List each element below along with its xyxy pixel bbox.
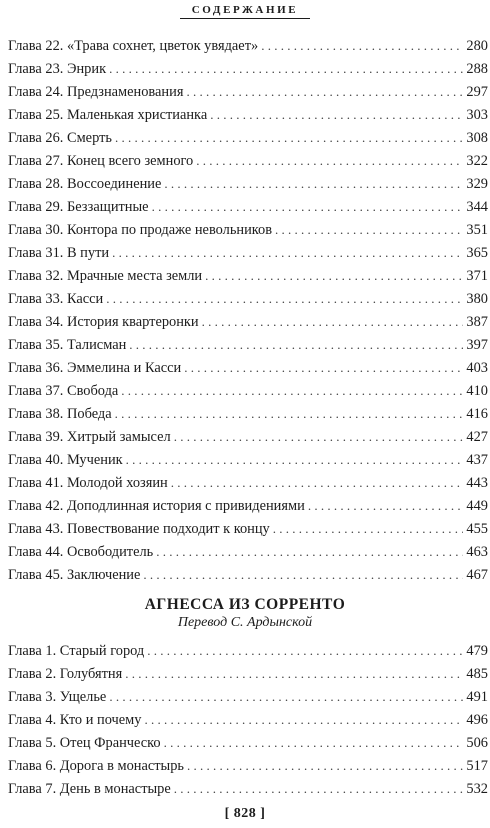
- toc-entry: [8, 291, 488, 314]
- toc-leader-dots: [308, 498, 464, 514]
- toc-entry-page: 397: [466, 337, 488, 353]
- toc-entry: [8, 38, 488, 61]
- running-title: СОДЕРЖАНИЕ: [191, 4, 299, 16]
- toc-entry: [8, 268, 488, 291]
- toc-leader-dots: [109, 689, 463, 705]
- toc-entry-page: 280: [466, 38, 488, 54]
- toc-entry-title: Глава 44. Освободитель: [8, 544, 154, 560]
- toc-entry: [8, 735, 488, 758]
- toc-leader-dots: [184, 360, 463, 376]
- toc-entry: [8, 544, 488, 567]
- toc-leader-dots: [196, 153, 463, 169]
- toc-entry: [8, 176, 488, 199]
- toc-leader-dots: [144, 712, 463, 728]
- toc-leader-dots: [174, 429, 464, 445]
- toc-entry: [8, 521, 488, 544]
- toc-leader-dots: [186, 84, 463, 100]
- toc-leader-dots: [171, 475, 464, 491]
- toc-entry: [8, 84, 488, 107]
- toc-entry-title: Глава 40. Мученик: [8, 452, 123, 468]
- toc-entry-page: 344: [466, 199, 488, 215]
- toc-leader-dots: [106, 291, 463, 307]
- toc-entry-title: Глава 42. Доподлинная история с привидениями: [8, 498, 305, 514]
- toc-entry-title: Глава 6. Дорога в монастырь: [8, 758, 184, 774]
- section-title: АГНЕССА ИЗ СОРРЕНТО: [144, 596, 346, 613]
- toc-entry-title: Глава 23. Энрик: [8, 61, 107, 77]
- toc-leader-dots: [147, 643, 463, 659]
- toc-entry-page: 351: [466, 222, 488, 238]
- toc-entry-title: Глава 38. Победа: [8, 406, 112, 422]
- toc-entry-page: 371: [466, 268, 488, 284]
- toc-entry: [8, 107, 488, 130]
- toc-entry-title: Глава 22. «Трава сохнет, цветок увядает»: [8, 38, 259, 54]
- toc-entry-title: Глава 7. День в монастыре: [8, 781, 171, 797]
- toc-entry-title: Глава 34. История квартеронки: [8, 314, 199, 330]
- toc-leader-dots: [275, 222, 463, 238]
- toc-entry-page: 365: [466, 245, 488, 261]
- toc-entry: [8, 643, 488, 666]
- toc-entry-page: 532: [466, 781, 488, 797]
- toc-entry-page: 437: [466, 452, 488, 468]
- toc-leader-dots: [115, 406, 464, 422]
- toc-leader-dots: [121, 383, 463, 399]
- toc-entry: [8, 406, 488, 429]
- toc-entry-page: 443: [466, 475, 488, 491]
- toc-entry-page: 463: [466, 544, 488, 560]
- toc-leader-dots: [126, 452, 464, 468]
- toc-entry-title: Глава 29. Беззащитные: [8, 199, 149, 215]
- toc-leader-dots: [143, 567, 463, 583]
- toc-leader-dots: [210, 107, 463, 123]
- toc-entry-title: Глава 26. Смерть: [8, 130, 112, 146]
- toc-entry: [8, 222, 488, 245]
- toc-entry-page: 322: [466, 153, 488, 169]
- toc-entry-title: Глава 36. Эммелина и Касси: [8, 360, 182, 376]
- toc-entry-title: Глава 1. Старый город: [8, 643, 145, 659]
- toc-entry-title: Глава 27. Конец всего земного: [8, 153, 194, 169]
- toc-entry: [8, 758, 488, 781]
- toc-list-part2: [8, 643, 488, 804]
- toc-entry-page: 517: [466, 758, 488, 774]
- toc-entry: [8, 360, 488, 383]
- toc-entry-title: Глава 2. Голубятня: [8, 666, 123, 682]
- toc-entry-page: 308: [466, 130, 488, 146]
- toc-leader-dots: [115, 130, 463, 146]
- toc-entry-title: Глава 31. В пути: [8, 245, 110, 261]
- toc-entry-page: 455: [466, 521, 488, 537]
- toc-entry-title: Глава 3. Ущелье: [8, 689, 107, 705]
- toc-entry: [8, 61, 488, 84]
- toc-entry-page: 403: [466, 360, 488, 376]
- toc-entry-title: Глава 43. Повествование подходит к концу: [8, 521, 270, 537]
- toc-entry-title: Глава 30. Контора по продаже невольников: [8, 222, 273, 238]
- toc-entry-title: Глава 45. Заключение: [8, 567, 141, 583]
- toc-entry: [8, 689, 488, 712]
- toc-entry-title: Глава 41. Молодой хозяин: [8, 475, 168, 491]
- toc-leader-dots: [205, 268, 463, 284]
- toc-entry: [8, 337, 488, 360]
- toc-leader-dots: [164, 176, 463, 192]
- toc-entry: [8, 781, 488, 804]
- toc-leader-dots: [187, 758, 463, 774]
- toc-entry-title: Глава 35. Талисман: [8, 337, 127, 353]
- toc-entry-title: Глава 5. Отец Франческо: [8, 735, 161, 751]
- toc-entry-page: 288: [466, 61, 488, 77]
- toc-leader-dots: [152, 199, 464, 215]
- toc-entry: [8, 153, 488, 176]
- running-header: [0, 0, 490, 20]
- toc-entry: [8, 245, 488, 268]
- toc-entry-page: 467: [466, 567, 488, 583]
- header-rule: [180, 18, 310, 19]
- toc-entry: [8, 567, 488, 590]
- toc-leader-dots: [273, 521, 464, 537]
- toc-entry-page: 449: [466, 498, 488, 514]
- toc-entry-page: 303: [466, 107, 488, 123]
- toc-entry-title: Глава 39. Хитрый замысел: [8, 429, 171, 445]
- toc-entry: [8, 199, 488, 222]
- toc-entry-title: Глава 24. Предзнаменования: [8, 84, 184, 100]
- toc-entry: [8, 429, 488, 452]
- section-heading: [0, 596, 490, 631]
- toc-entry-page: 485: [466, 666, 488, 682]
- toc-entry: [8, 383, 488, 406]
- toc-entry: [8, 475, 488, 498]
- toc-leader-dots: [109, 61, 463, 77]
- toc-leader-dots: [202, 314, 464, 330]
- toc-entry-title: Глава 4. Кто и почему: [8, 712, 142, 728]
- toc-entry-title: Глава 32. Мрачные места земли: [8, 268, 203, 284]
- toc-entry: [8, 130, 488, 153]
- toc-entry: [8, 712, 488, 735]
- toc-entry: [8, 498, 488, 521]
- toc-entry-page: 416: [466, 406, 488, 422]
- section-translator: Перевод С. Ардынской: [177, 615, 313, 630]
- toc-entry-title: Глава 25. Маленькая христианка: [8, 107, 208, 123]
- toc-entry-page: 380: [466, 291, 488, 307]
- toc-leader-dots: [129, 337, 463, 353]
- toc-entry-page: 491: [466, 689, 488, 705]
- toc-entry-page: 329: [466, 176, 488, 192]
- toc-entry-page: 427: [466, 429, 488, 445]
- toc-leader-dots: [156, 544, 463, 560]
- toc-entry-page: 506: [466, 735, 488, 751]
- toc-leader-dots: [164, 735, 464, 751]
- toc-entry-page: 297: [466, 84, 488, 100]
- toc-entry-page: 496: [466, 712, 488, 728]
- toc-entry-title: Глава 33. Касси: [8, 291, 104, 307]
- toc-leader-dots: [261, 38, 463, 54]
- toc-entry-title: Глава 37. Свобода: [8, 383, 119, 399]
- toc-entry-title: Глава 28. Воссоединение: [8, 176, 162, 192]
- toc-entry: [8, 666, 488, 689]
- toc-entry-page: 410: [466, 383, 488, 399]
- toc-entry: [8, 314, 488, 337]
- toc-entry-page: 387: [466, 314, 488, 330]
- toc-entry: [8, 452, 488, 475]
- page-number: [ 828 ]: [224, 806, 266, 821]
- toc-leader-dots: [125, 666, 463, 682]
- toc-leader-dots: [174, 781, 464, 797]
- toc-entry-page: 479: [466, 643, 488, 659]
- toc-list-part1: [8, 38, 488, 590]
- toc-leader-dots: [112, 245, 463, 261]
